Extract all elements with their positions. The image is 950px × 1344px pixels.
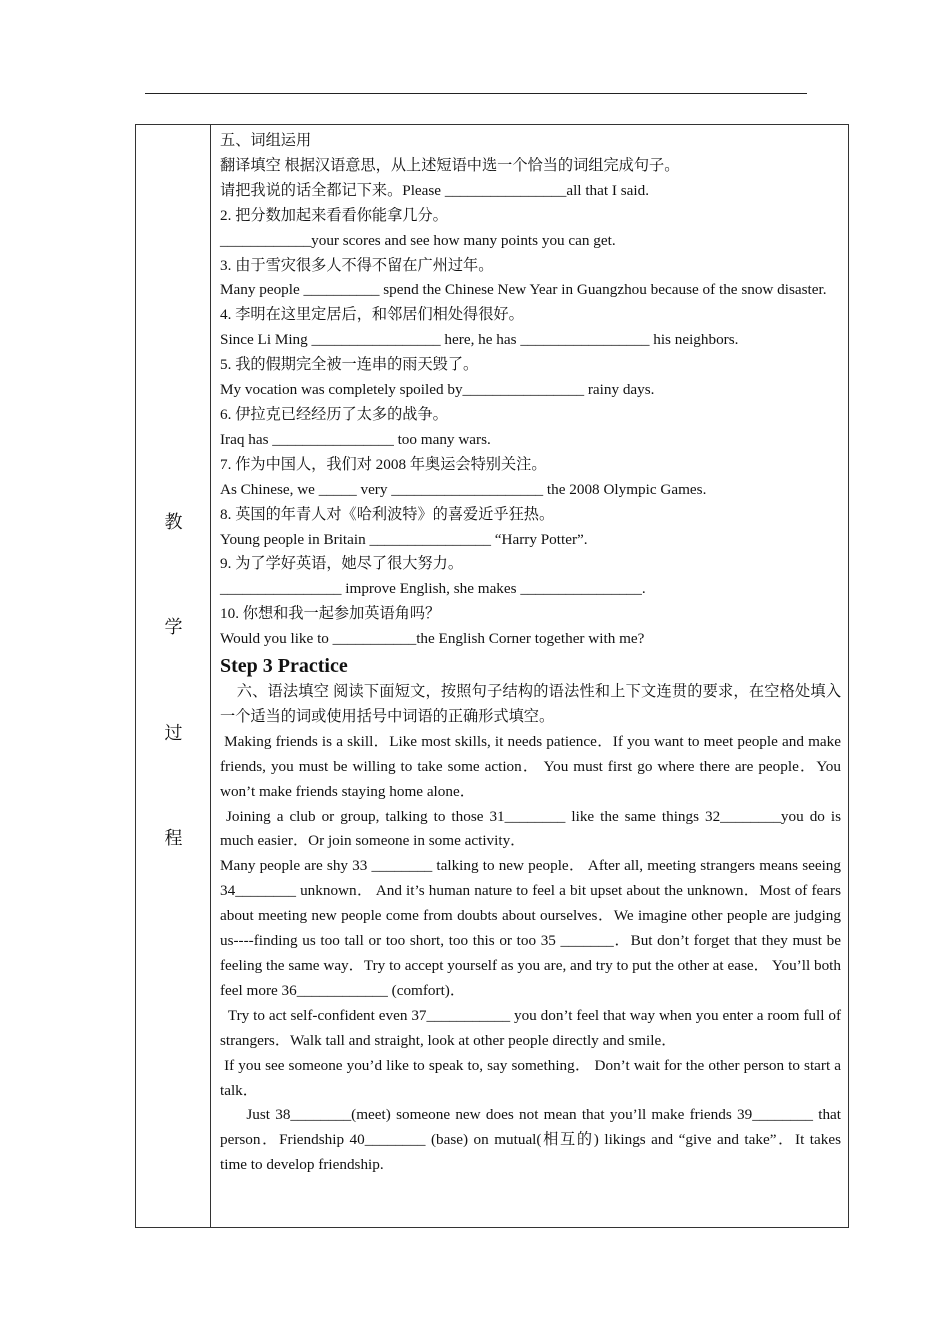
exercise-line: ________________ improve English, she makes ________________. bbox=[220, 580, 646, 598]
exercise-line: Young people in Britain ________________ “Harry Potter”. bbox=[220, 530, 588, 548]
section-instruction: 翻译填空 根据汉语意思，从上述短语中选一个恰当的词组完成句子。 bbox=[220, 156, 680, 174]
side-label-char: 过 bbox=[164, 723, 183, 743]
content-cell bbox=[220, 129, 845, 1178]
exercise-line: Since Li Ming _________________ here, he has _________________ his neighbors. bbox=[220, 331, 739, 349]
exercise-line: ____________your scores and see how many points you can get. bbox=[220, 231, 616, 249]
exercise-line: As Chinese, we _____ very ____________________ the 2008 Olympic Games. bbox=[220, 480, 707, 498]
passage-paragraph: Try to act self-confident even 37___________ you don’t feel that way when you enter a room full of strangers．Walk tall and straight, look at other people directly and smile． bbox=[220, 1006, 845, 1049]
exercise-line: Would you like to ___________the English Corner together with me? bbox=[220, 630, 645, 648]
exercise-prompt: 4. 李明在这里定居后，和邻居们相处得很好。 bbox=[220, 306, 524, 324]
passage-paragraph: Making friends is a skill．Like most skills, it needs patience．If you want to meet people and make friends, you must be willing to take some action． You must first go where there are people．You won’t make friends staying home alone． bbox=[220, 732, 845, 800]
exercise-prompt: 2. 把分数加起来看看你能拿几分。 bbox=[220, 206, 448, 224]
step-title: Step 3 Practice bbox=[220, 655, 348, 678]
section-title: 五、词组运用 bbox=[220, 132, 312, 149]
exercise-line: Many people __________ spend the Chinese New Year in Guangzhou because of the snow disaster. bbox=[220, 281, 827, 299]
side-label-char: 教 bbox=[164, 512, 183, 532]
side-label-char: 程 bbox=[164, 828, 183, 848]
passage-paragraph: Many people are shy 33 ________ talking to new people． After all, meeting strangers means seeing 34________ unknown． And it’s human nature to feel a bit upset about the unknown．Most of fears about meeting new people come from doubts about ourselves．We imagine other people are judging us----finding us too tall or too short, too this or too 35 _______．But don’t forget that they must be feeling the same way．Try to accept yourself as you are, and try to put the other at ease． You’ll both feel more 36____________ (comfort)． bbox=[220, 857, 845, 999]
passage-paragraph: If you see someone you’d like to speak to, say something． Don’t wait for the other person to start a talk． bbox=[220, 1056, 845, 1099]
lesson-table bbox=[135, 124, 849, 1228]
exercise-prompt: 6. 伊拉克已经经历了太多的战争。 bbox=[220, 405, 448, 423]
exercise-prompt: 7. 作为中国人，我们对 2008 年奥运会特别关注。 bbox=[220, 455, 547, 473]
exercise-line: 请把我说的话全都记下来。Please ________________all that I said. bbox=[220, 181, 650, 199]
exercise-prompt: 5. 我的假期完全被一连串的雨天毁了。 bbox=[220, 356, 479, 374]
exercise-prompt: 8. 英国的年青人对《哈利波特》的喜爱近乎狂热。 bbox=[220, 505, 555, 523]
side-label-column bbox=[136, 125, 211, 1227]
passage-paragraph: Just 38________(meet) someone new does not mean that you’ll make friends 39________ that person．Friendship 40________ (base) on mutual(相互的) likings and “give and take”．It takes time to develop friendship. bbox=[220, 1106, 845, 1174]
exercise-prompt: 10. 你想和我一起参加英语角吗？ bbox=[220, 605, 441, 623]
exercise-line: My vocation was completely spoiled by________________ rainy days. bbox=[220, 381, 655, 399]
header-rule bbox=[145, 93, 807, 94]
exercise-prompt: 3. 由于雪灾很多人不得不留在广州过年。 bbox=[220, 256, 494, 274]
side-label-char: 学 bbox=[164, 617, 183, 637]
exercise-prompt: 9. 为了学好英语，她尽了很大努力。 bbox=[220, 555, 463, 573]
passage-paragraph: Joining a club or group, talking to those 31________ like the same things 32________you do is much easier．Or join someone in some activity． bbox=[220, 807, 845, 850]
step-instruction: 六、语法填空 阅读下面短文，按照句子结构的语法性和上下文连贯的要求，在空格处填入一个适当的词或使用括号中词语的正确形式填空。 bbox=[220, 683, 841, 725]
exercise-line: Iraq has ________________ too many wars. bbox=[220, 430, 491, 448]
